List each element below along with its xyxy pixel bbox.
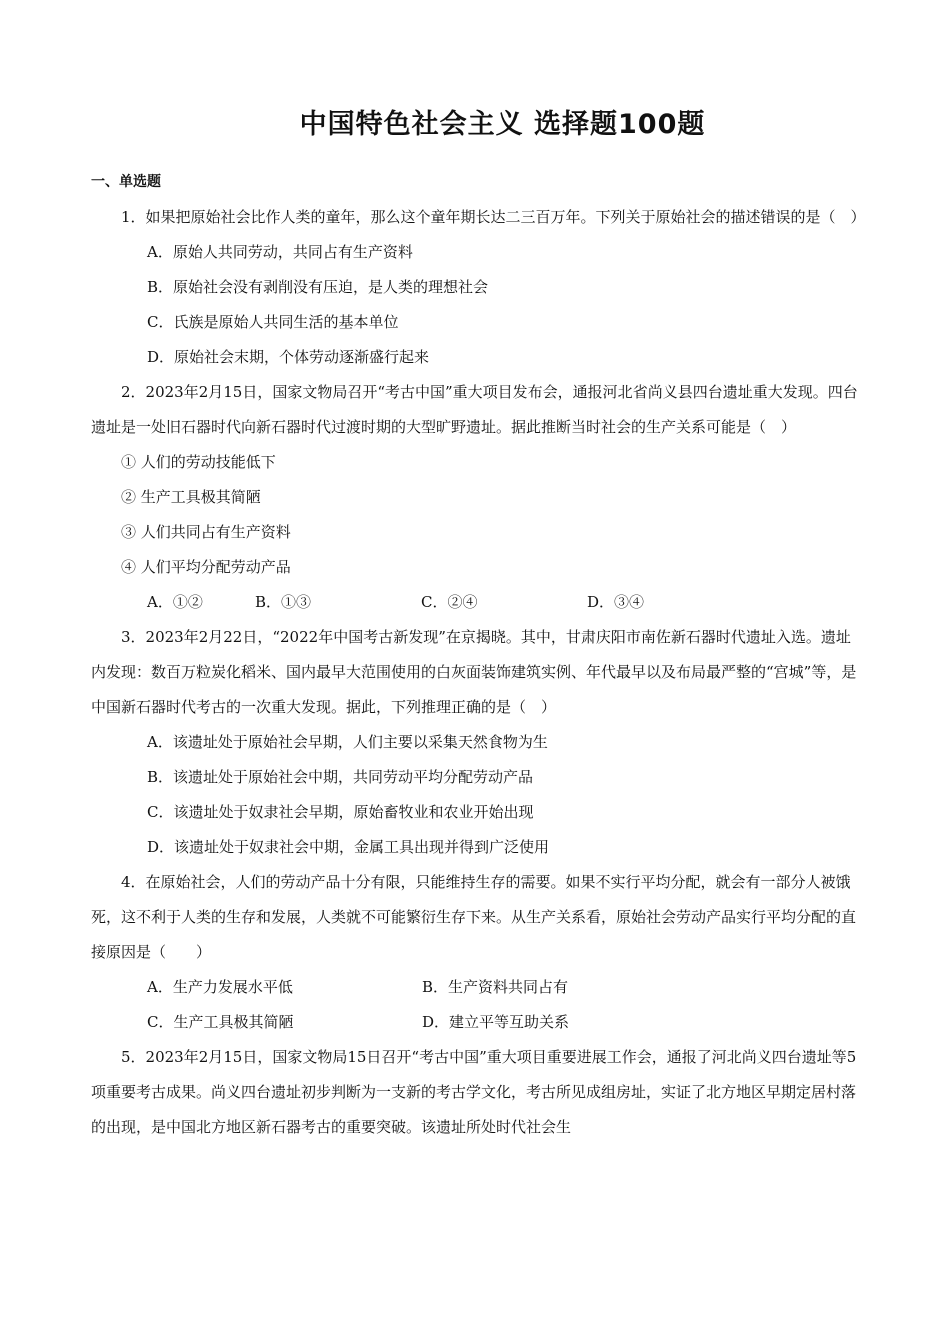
question-stem: 1．如果把原始社会比作人类的童年，那么这个童年期长达二三百万年。下列关于原始社会的描述错误的是（ ） xyxy=(121,208,866,226)
options-row xyxy=(91,970,861,1005)
option-a: A．该遗址处于原始社会早期，人们主要以采集天然食物为生 xyxy=(147,733,548,751)
option-c: C．生产工具极其简陋 xyxy=(147,1013,294,1031)
option-a: A．生产力发展水平低 xyxy=(147,978,293,996)
statement-4: ④ 人们平均分配劳动产品 xyxy=(121,558,291,576)
option-d: D．原始社会末期，个体劳动逐渐盛行起来 xyxy=(147,348,430,366)
page-title: 中国特色社会主义 选择题100题 xyxy=(299,109,706,140)
option-c: C．②④ xyxy=(421,593,478,611)
option-b: B．①③ xyxy=(255,593,312,611)
statement-2: ② 生产工具极其简陋 xyxy=(121,488,261,506)
option-d: D．该遗址处于奴隶社会中期，金属工具出现并得到广泛使用 xyxy=(147,838,550,856)
option-b: B．该遗址处于原始社会中期，共同劳动平均分配劳动产品 xyxy=(147,768,534,786)
question-stem: 2．2023年2月15日，国家文物局召开“考古中国”重大项目发布会，通报河北省尚义县四台遗址重大发现。四台遗址是一处旧石器时代向新石器时代过渡时期的大型旷野遗址。据此推断当时社会的生产关系可能是（ ） xyxy=(91,383,858,436)
options-row xyxy=(91,1005,861,1040)
option-a: A．原始人共同劳动，共同占有生产资料 xyxy=(147,243,413,261)
option-b: B．原始社会没有剥削没有压迫，是人类的理想社会 xyxy=(147,278,489,296)
question-list xyxy=(91,200,866,1145)
option-a: A．①② xyxy=(147,593,203,611)
statement-1: ① 人们的劳动技能低下 xyxy=(121,453,276,471)
option-d: D．建立平等互助关系 xyxy=(422,1013,570,1031)
option-b: B．生产资料共同占有 xyxy=(422,978,569,996)
question-stem: 3．2023年2月22日，“2022年中国考古新发现”在京揭晓。其中，甘肃庆阳市南佐新石器时代遗址入选。遗址内发现：数百万粒炭化稻米、国内最早大范围使用的白灰面装饰建筑实例、年代最早以及布局最严整的“宫城”等，是中国新石器时代考古的一次重大发现。据此，下列推理正确的是（ ） xyxy=(91,628,857,716)
option-c: C．氏族是原始人共同生活的基本单位 xyxy=(147,313,399,331)
option-d: D．③④ xyxy=(587,593,645,611)
section-heading: 一、单选题 xyxy=(91,174,161,190)
statement-3: ③ 人们共同占有生产资料 xyxy=(121,523,291,541)
question-stem: 5．2023年2月15日，国家文物局15日召开“考古中国”重大项目重要进展工作会，通报了河北尚义四台遗址等5项重要考古成果。尚义四台遗址初步判断为一支新的考古学文化，考古所见成组房址，实证了北方地区早期定居村落的出现，是中国北方地区新石器考古的重要突破。该遗址所处时代社会生 xyxy=(91,1048,857,1136)
options-row xyxy=(91,585,861,620)
question-stem: 4．在原始社会，人们的劳动产品十分有限，只能维持生存的需要。如果不实行平均分配，就会有一部分人被饿死，这不利于人类的生存和发展，人类就不可能繁衍生存下来。从生产关系看，原始社会劳动产品实行平均分配的直接原因是（ ） xyxy=(91,873,857,961)
option-c: C．该遗址处于奴隶社会早期，原始畜牧业和农业开始出现 xyxy=(147,803,534,821)
